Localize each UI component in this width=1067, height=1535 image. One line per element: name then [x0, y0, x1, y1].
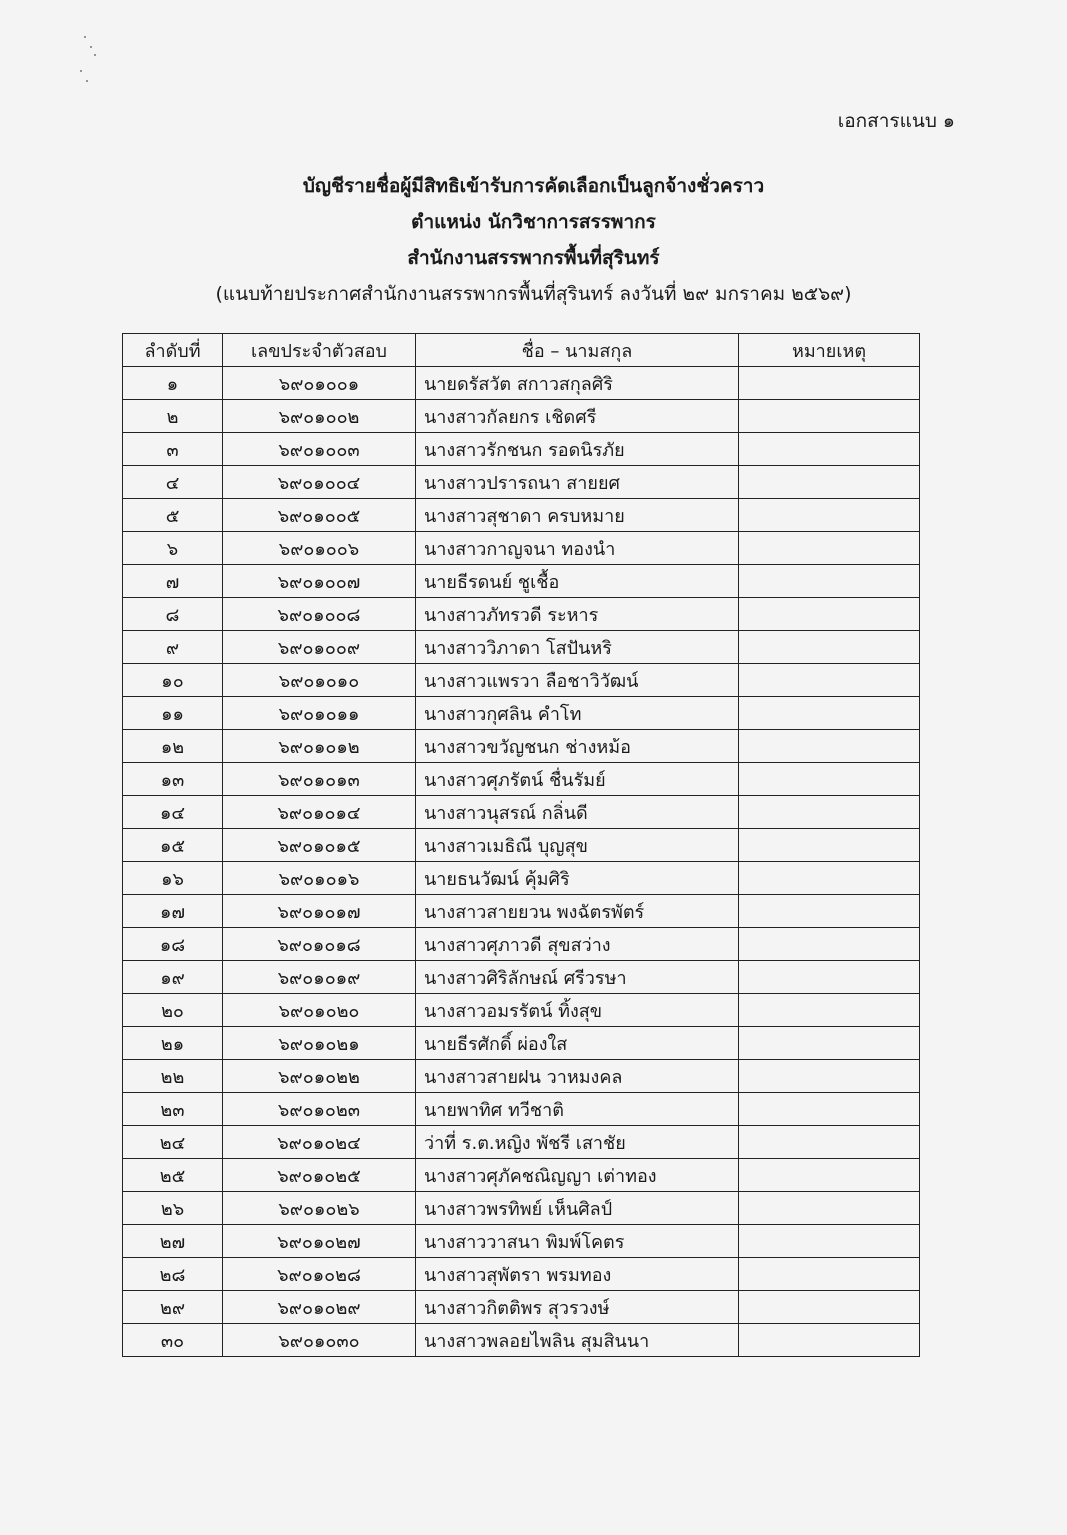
table-row — [123, 1258, 920, 1291]
table-row — [123, 1027, 920, 1060]
row-number: ๕ — [123, 499, 223, 532]
row-number: ๒๖ — [123, 1192, 223, 1225]
row-exam-id: ๖๙๐๑๐๒๙ — [223, 1291, 416, 1324]
title-line-1: บัญชีรายชื่อผู้มีสิทธิเข้ารับการคัดเลือกเป็นลูกจ้างชั่วคราว — [302, 175, 765, 197]
table-row — [123, 1192, 920, 1225]
row-exam-id: ๖๙๐๑๐๒๗ — [223, 1225, 416, 1258]
row-note — [739, 697, 920, 730]
row-exam-id: ๖๙๐๑๐๒๐ — [223, 994, 416, 1027]
row-name: นางสาวกิตติพร สุวรวงษ์ — [416, 1291, 739, 1324]
table-row — [123, 1093, 920, 1126]
row-number: ๒๗ — [123, 1225, 223, 1258]
table-row — [123, 895, 920, 928]
row-number: ๑๔ — [123, 796, 223, 829]
col-header-exam-id: เลขประจำตัวสอบ — [223, 334, 416, 367]
document-title-block — [0, 168, 1067, 312]
table-row — [123, 664, 920, 697]
row-note — [739, 1192, 920, 1225]
row-name: นางสาววิภาดา โสปันหริ — [416, 631, 739, 664]
row-exam-id: ๖๙๐๑๐๑๓ — [223, 763, 416, 796]
row-note — [739, 1060, 920, 1093]
row-note — [739, 400, 920, 433]
row-name: ว่าที่ ร.ต.หญิง พัชรี เสาชัย — [416, 1126, 739, 1159]
row-name: นายดรัสวัต สกาวสกุลศิริ — [416, 367, 739, 400]
table-row — [123, 631, 920, 664]
row-name: นายธีรศักดิ์ ผ่องใส — [416, 1027, 739, 1060]
row-note — [739, 433, 920, 466]
row-note — [739, 367, 920, 400]
table-row — [123, 433, 920, 466]
row-number: ๑๙ — [123, 961, 223, 994]
row-exam-id: ๖๙๐๑๐๐๓ — [223, 433, 416, 466]
row-exam-id: ๖๙๐๑๐๐๗ — [223, 565, 416, 598]
row-note — [739, 862, 920, 895]
table-row — [123, 1291, 920, 1324]
row-exam-id: ๖๙๐๑๐๐๕ — [223, 499, 416, 532]
row-note — [739, 1027, 920, 1060]
row-exam-id: ๖๙๐๑๐๐๙ — [223, 631, 416, 664]
row-number: ๒๓ — [123, 1093, 223, 1126]
row-number: ๓๐ — [123, 1324, 223, 1357]
row-note — [739, 829, 920, 862]
row-note — [739, 763, 920, 796]
row-exam-id: ๖๙๐๑๐๑๙ — [223, 961, 416, 994]
row-exam-id: ๖๙๐๑๐๐๒ — [223, 400, 416, 433]
row-note — [739, 532, 920, 565]
row-number: ๔ — [123, 466, 223, 499]
row-note — [739, 565, 920, 598]
row-name: นางสาวภัทรวดี ระหาร — [416, 598, 739, 631]
table-row — [123, 565, 920, 598]
row-name: นางสาวสายฝน วาหมงคล — [416, 1060, 739, 1093]
row-exam-id: ๖๙๐๑๐๑๐ — [223, 664, 416, 697]
row-note — [739, 928, 920, 961]
table-row — [123, 367, 920, 400]
row-name: นางสาวรักชนก รอดนิรภัย — [416, 433, 739, 466]
row-note — [739, 796, 920, 829]
row-name: นางสาวศุภัคชณิญญา เต่าทอง — [416, 1159, 739, 1192]
table-row — [123, 928, 920, 961]
row-note — [739, 1126, 920, 1159]
row-number: ๑๑ — [123, 697, 223, 730]
row-number: ๒ — [123, 400, 223, 433]
paper-specks — [80, 36, 110, 96]
row-name: นางสาวกุศลิน คำโท — [416, 697, 739, 730]
row-number: ๑๖ — [123, 862, 223, 895]
row-number: ๒๒ — [123, 1060, 223, 1093]
row-exam-id: ๖๙๐๑๐๐๔ — [223, 466, 416, 499]
table-row — [123, 961, 920, 994]
title-line-3: สำนักงานสรรพากรพื้นที่สุรินทร์ — [407, 247, 660, 269]
table-header-row — [123, 334, 920, 367]
row-name: นางสาวแพรวา ลือชาวิวัฒน์ — [416, 664, 739, 697]
row-number: ๒๕ — [123, 1159, 223, 1192]
row-note — [739, 730, 920, 763]
table-row — [123, 400, 920, 433]
table-row — [123, 466, 920, 499]
row-number: ๑๓ — [123, 763, 223, 796]
row-name: นางสาวศิริลักษณ์ ศรีวรษา — [416, 961, 739, 994]
table-row — [123, 829, 920, 862]
row-number: ๒๙ — [123, 1291, 223, 1324]
table-row — [123, 763, 920, 796]
row-name: นางสาวศุภาวดี สุขสว่าง — [416, 928, 739, 961]
row-note — [739, 1258, 920, 1291]
row-note — [739, 994, 920, 1027]
row-note — [739, 1093, 920, 1126]
row-number: ๖ — [123, 532, 223, 565]
row-exam-id: ๖๙๐๑๐๒๒ — [223, 1060, 416, 1093]
row-note — [739, 1324, 920, 1357]
table-row — [123, 1060, 920, 1093]
row-note — [739, 631, 920, 664]
row-exam-id: ๖๙๐๑๐๑๔ — [223, 796, 416, 829]
row-note — [739, 1225, 920, 1258]
row-name: นางสาวเมธิณี บุญสุข — [416, 829, 739, 862]
row-name: นางสาวศุภรัตน์ ชื่นรัมย์ — [416, 763, 739, 796]
attachment-label: เอกสารแนบ ๑ — [837, 110, 955, 132]
row-name: นางสาวสุพัตรา พรมทอง — [416, 1258, 739, 1291]
table-row — [123, 1126, 920, 1159]
row-exam-id: ๖๙๐๑๐๐๑ — [223, 367, 416, 400]
col-header-no: ลำดับที่ — [123, 334, 223, 367]
table-row — [123, 1159, 920, 1192]
row-number: ๓ — [123, 433, 223, 466]
row-number: ๑๐ — [123, 664, 223, 697]
row-name: นายธีรดนย์ ชูเชื้อ — [416, 565, 739, 598]
row-number: ๑ — [123, 367, 223, 400]
table-row — [123, 862, 920, 895]
row-number: ๑๘ — [123, 928, 223, 961]
col-header-note: หมายเหตุ — [739, 334, 920, 367]
row-exam-id: ๖๙๐๑๐๑๖ — [223, 862, 416, 895]
row-exam-id: ๖๙๐๑๐๒๖ — [223, 1192, 416, 1225]
row-note — [739, 961, 920, 994]
row-exam-id: ๖๙๐๑๐๐๘ — [223, 598, 416, 631]
row-exam-id: ๖๙๐๑๐๑๘ — [223, 928, 416, 961]
table-row — [123, 697, 920, 730]
row-name: นางสาวกาญจนา ทองนำ — [416, 532, 739, 565]
table-row — [123, 1324, 920, 1357]
row-name: นางสาวพรทิพย์ เห็นศิลป์ — [416, 1192, 739, 1225]
row-exam-id: ๖๙๐๑๐๒๕ — [223, 1159, 416, 1192]
table-row — [123, 499, 920, 532]
table-row — [123, 796, 920, 829]
row-name: นางสาววาสนา พิมพ์โคตร — [416, 1225, 739, 1258]
row-number: ๒๐ — [123, 994, 223, 1027]
row-exam-id: ๖๙๐๑๐๒๓ — [223, 1093, 416, 1126]
row-number: ๒๑ — [123, 1027, 223, 1060]
row-note — [739, 499, 920, 532]
row-name: นายธนวัฒน์ คุ้มศิริ — [416, 862, 739, 895]
row-number: ๒๘ — [123, 1258, 223, 1291]
row-note — [739, 466, 920, 499]
candidate-table — [122, 333, 920, 1357]
row-name: นางสาวอมรรัตน์ ทิ้งสุข — [416, 994, 739, 1027]
row-exam-id: ๖๙๐๑๐๐๖ — [223, 532, 416, 565]
title-line-4: (แนบท้ายประกาศสำนักงานสรรพากรพื้นที่สุรินทร์ ลงวันที่ ๒๙ มกราคม ๒๕๖๙) — [215, 283, 852, 305]
row-exam-id: ๖๙๐๑๐๒๘ — [223, 1258, 416, 1291]
row-number: ๑๒ — [123, 730, 223, 763]
table-row — [123, 532, 920, 565]
row-note — [739, 1159, 920, 1192]
row-number: ๗ — [123, 565, 223, 598]
row-name: นางสาวขวัญชนก ช่างหม้อ — [416, 730, 739, 763]
row-name: นางสาวปรารถนา สายยศ — [416, 466, 739, 499]
row-note — [739, 895, 920, 928]
row-name: นางสาวสุชาดา ครบหมาย — [416, 499, 739, 532]
row-exam-id: ๖๙๐๑๐๑๗ — [223, 895, 416, 928]
row-exam-id: ๖๙๐๑๐๑๒ — [223, 730, 416, 763]
table-row — [123, 730, 920, 763]
row-number: ๙ — [123, 631, 223, 664]
row-note — [739, 598, 920, 631]
row-exam-id: ๖๙๐๑๐๒๔ — [223, 1126, 416, 1159]
row-number: ๑๕ — [123, 829, 223, 862]
table-row — [123, 1225, 920, 1258]
row-name: นางสาวพลอยไพลิน สุมสินนา — [416, 1324, 739, 1357]
title-line-2: ตำแหน่ง นักวิชาการสรรพากร — [411, 211, 656, 233]
row-name: นางสาวสายยวน พงฉัตรพัตร์ — [416, 895, 739, 928]
row-exam-id: ๖๙๐๑๐๑๕ — [223, 829, 416, 862]
row-number: ๑๗ — [123, 895, 223, 928]
table-row — [123, 598, 920, 631]
row-name: นางสาวนุสรณ์ กลิ่นดี — [416, 796, 739, 829]
row-name: นายพาทิศ ทวีชาติ — [416, 1093, 739, 1126]
row-exam-id: ๖๙๐๑๐๒๑ — [223, 1027, 416, 1060]
row-exam-id: ๖๙๐๑๐๓๐ — [223, 1324, 416, 1357]
row-note — [739, 664, 920, 697]
col-header-name: ชื่อ – นามสกุล — [416, 334, 739, 367]
row-name: นางสาวกัลยกร เชิดศรี — [416, 400, 739, 433]
row-number: ๘ — [123, 598, 223, 631]
row-number: ๒๔ — [123, 1126, 223, 1159]
table-row — [123, 994, 920, 1027]
row-note — [739, 1291, 920, 1324]
row-exam-id: ๖๙๐๑๐๑๑ — [223, 697, 416, 730]
